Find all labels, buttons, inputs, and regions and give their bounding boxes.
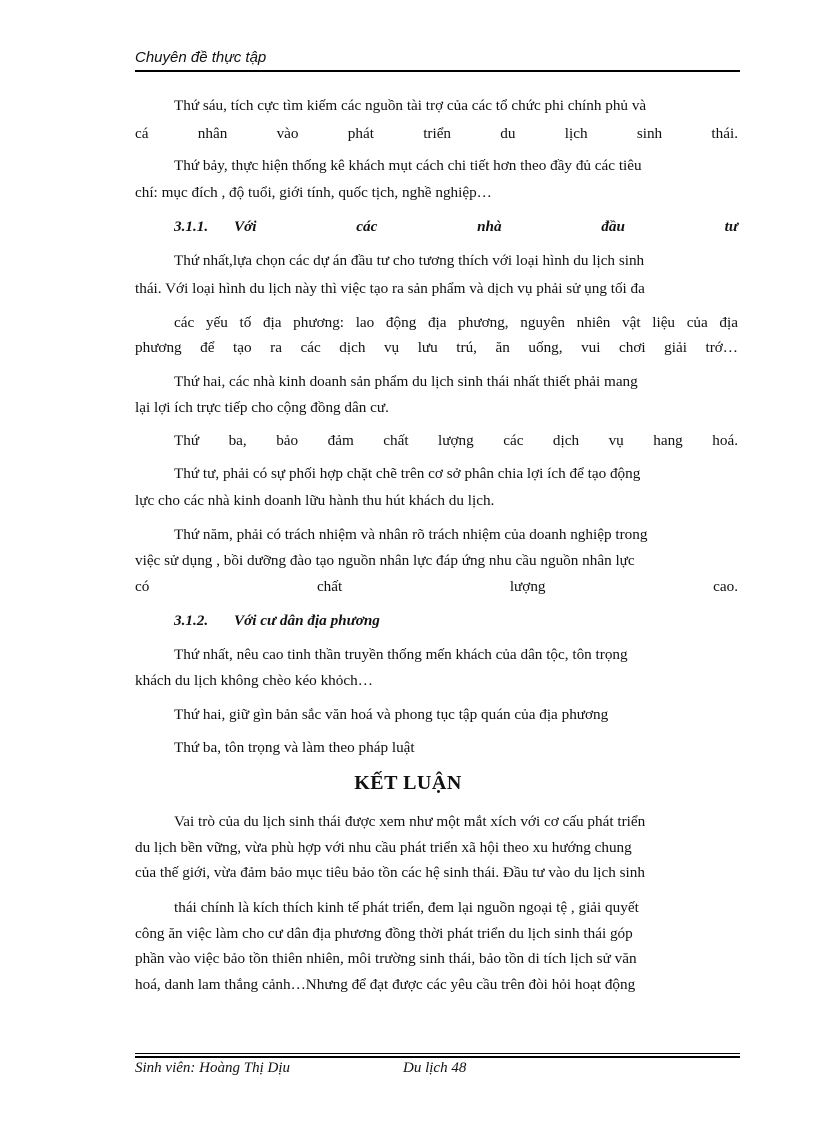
text-line: thái. Với loại hình du lịch này thì việc tạo ra sản phẩm và dịch vụ phải sử ụng tối đa	[135, 280, 645, 297]
text-line: Thứ năm, phải có trách nhiệm và nhân rõ trách nhiệm của doanh nghiệp trong	[174, 526, 648, 543]
text-line: có chất lượng cao.	[135, 578, 738, 595]
text-line: hoá, danh lam thắng cảnh…Nhưng để đạt được các yêu cầu trên đòi hỏi hoạt động	[135, 976, 636, 993]
conclusion-title: KẾT LUẬN	[354, 772, 462, 794]
text-line: phần vào việc bảo tồn thiên nhiên, môi trường sinh thái, bảo tồn di tích lịch sử văn	[135, 950, 637, 967]
text-line: Thứ hai, các nhà kinh doanh sản phẩm du lịch sinh thái nhất thiết phải mang	[174, 373, 638, 390]
text-line: lực cho các nhà kinh doanh lữu hành thu hút khách du lịch.	[135, 492, 495, 509]
section-number: 3.1.1.	[174, 218, 209, 235]
text-line: cá nhân vào phát triển du lịch sinh thái.	[135, 125, 738, 142]
text-line: Thứ nhất,lựa chọn các dự án đầu tư cho tương thích với loại hình du lịch sinh	[174, 252, 645, 269]
text-line: Thứ ba, tôn trọng và làm theo pháp luật	[174, 739, 415, 756]
page-header-title: Chuyên đề thực tập	[135, 49, 267, 66]
text-line: phương để tạo ra các dịch vụ lưu trú, ăn uống, vui chơi giải trớ…	[135, 339, 738, 356]
text-line: của thế giới, vừa đảm bảo mục tiêu bảo tồn các hệ sinh thái. Đầu tư vào du lịch sinh	[135, 864, 645, 881]
text-line: các yếu tố địa phương: lao động địa phương, nguyên nhiên vật liệu của địa	[174, 314, 738, 331]
text-line: Vai trò của du lịch sinh thái được xem như một mắt xích với cơ cấu phát triển	[174, 813, 646, 830]
text-line: Thứ sáu, tích cực tìm kiếm các nguồn tài trợ của các tổ chức phi chính phủ và	[174, 97, 647, 114]
text-line: khách du lịch không chèo kéo khỏch…	[135, 672, 373, 689]
text-line: Thứ bảy, thực hiện thống kê khách mụt cách chi tiết hơn theo đầy đủ các tiêu	[174, 157, 642, 174]
text-line: việc sử dụng , bồi dưỡng đào tạo nguồn nhân lực đáp ứng nhu cầu nguồn nhân lực	[135, 552, 635, 569]
section-heading-residents	[135, 611, 738, 631]
section-number: 3.1.2.	[174, 612, 209, 629]
header-divider	[135, 70, 740, 72]
section-title: Với cư dân địa phương	[234, 612, 380, 629]
text-line: thái chính là kích thích kinh tế phát triển, đem lại nguồn ngoại tệ , giải quyết	[174, 899, 639, 916]
text-line: du lịch bền vững, vừa phù hợp với nhu cầu phát triển xã hội theo xu hướng chung	[135, 839, 632, 856]
section-title: Với các nhà đầu tư	[234, 218, 738, 235]
footer-course: Du lịch 48	[403, 1060, 467, 1076]
section-heading-investors	[135, 217, 738, 237]
footer-student: Sinh viên: Hoàng Thị Dịu	[135, 1060, 290, 1076]
text-line: chí: mục đích , độ tuổi, giới tính, quốc tịch, nghề nghiệp…	[135, 184, 492, 201]
text-line: công ăn việc làm cho cư dân địa phương đồng thời phát triển du lịch sinh thái góp	[135, 925, 633, 942]
text-line: Thứ ba, bảo đảm chất lượng các dịch vụ hang hoá.	[174, 432, 738, 449]
text-line: lại lợi ích trực tiếp cho cộng đồng dân cư.	[135, 399, 389, 416]
text-line: Thứ tư, phải có sự phối hợp chặt chẽ trên cơ sở phân chia lợi ích để tạo động	[174, 465, 641, 482]
footer-divider-top	[135, 1053, 740, 1054]
text-line: Thứ hai, giữ gìn bản sắc văn hoá và phong tục tập quán của địa phương	[174, 706, 609, 723]
text-line: Thứ nhất, nêu cao tinh thần truyền thống mến khách của dân tộc, tôn trọng	[174, 646, 628, 663]
footer-divider-bottom	[135, 1056, 740, 1058]
